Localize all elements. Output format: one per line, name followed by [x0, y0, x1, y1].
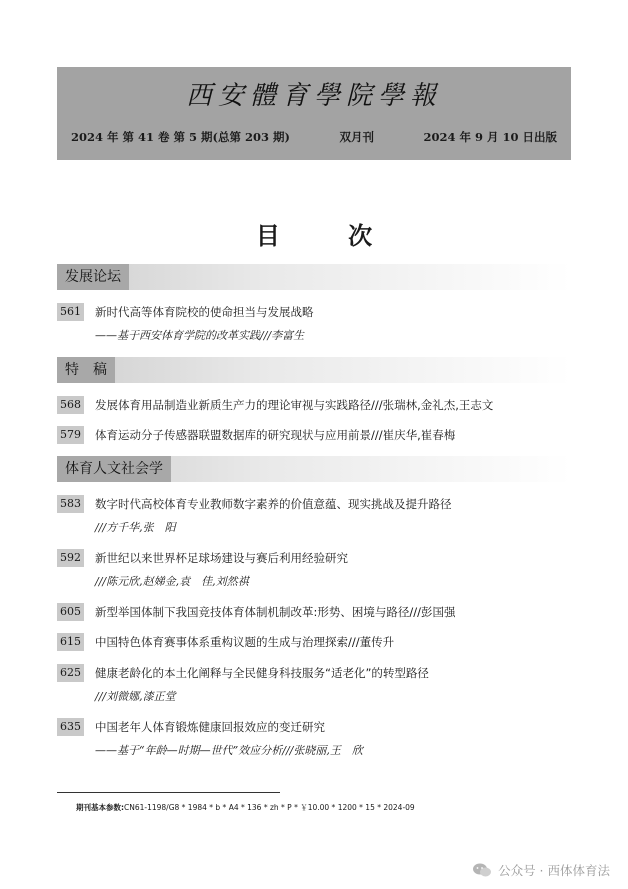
- watermark: [472, 861, 610, 879]
- page-number: 605: [57, 603, 84, 621]
- page-number: 561: [57, 303, 84, 321]
- article-title: 中国特色体育赛事体系重构议题的生成与治理探索///董传升: [95, 635, 395, 649]
- page-number: 635: [57, 718, 84, 736]
- article-title: 中国老年人体育锻炼健康回报效应的变迁研究: [95, 720, 325, 734]
- journal-parameters: [76, 802, 415, 813]
- section-label: 体育人文社会学: [57, 456, 171, 482]
- section-header-humanities: [57, 456, 571, 482]
- footnote-label: 期刊基本参数:: [76, 803, 124, 812]
- page-number: 568: [57, 396, 84, 414]
- article-title: 数字时代高校体育专业教师数字素养的价值意蕴、现实挑战及提升路径: [95, 497, 452, 511]
- toc-title: 目 次: [255, 222, 403, 250]
- watermark-text: 公众号 · 西体体育法: [498, 863, 610, 878]
- article-authors: ///方千华,张 阳: [95, 521, 176, 534]
- page-number: 592: [57, 549, 84, 567]
- article-authors: ///刘微娜,漆正堂: [95, 690, 176, 703]
- wechat-icon: [472, 862, 492, 878]
- section-label: 发展论坛: [57, 264, 129, 290]
- section-header-special: [57, 357, 571, 383]
- section-label: 特 稿: [57, 357, 115, 383]
- issue-info-row: [71, 129, 557, 145]
- article-title: 新型举国体制下我国竞技体育体制机制改革:形势、困境与路径///彭国强: [95, 605, 456, 619]
- article-title: 新世纪以来世界杯足球场建设与赛后利用经验研究: [95, 551, 348, 565]
- article-subtitle: ——基于西安体育学院的改革实践///李富生: [95, 329, 305, 342]
- journal-header: [57, 67, 571, 160]
- article-title: 健康老龄化的本土化阐释与全民健身科技服务“适老化”的转型路径: [95, 666, 429, 680]
- article-title: 体育运动分子传感器联盟数据库的研究现状与应用前景///崔庆华,崔春梅: [95, 428, 456, 442]
- publish-date: 2024 年 9 月 10 日出版: [423, 130, 557, 144]
- article-title: 新时代高等体育院校的使命担当与发展战略: [95, 305, 314, 319]
- article-title: 发展体育用品制造业新质生产力的理论审视与实践路径///张瑞林,金礼杰,王志文: [95, 398, 494, 412]
- article-authors: ///陈元欣,赵娣金,袁 佳,刘然祺: [95, 575, 249, 588]
- journal-title: 西安體育學院學報: [185, 81, 442, 111]
- footnote-divider: [57, 792, 280, 793]
- page-number: 625: [57, 664, 84, 682]
- article-subtitle: ——基于“年龄—时期—世代”效应分析///张晓丽,王 欣: [95, 744, 363, 757]
- page-number: 579: [57, 426, 84, 444]
- publication-frequency: 双月刊: [339, 130, 374, 144]
- page-number: 615: [57, 633, 84, 651]
- footnote-text: CN61-1198/G8 * 1984 * b * A4 * 136 * zh * P * ￥10.00 * 1200 * 15 * 2024-09: [124, 803, 415, 812]
- issue-info: 2024 年 第 41 卷 第 5 期(总第 203 期): [71, 130, 290, 144]
- page-number: 583: [57, 495, 84, 513]
- section-header-forum: [57, 264, 571, 290]
